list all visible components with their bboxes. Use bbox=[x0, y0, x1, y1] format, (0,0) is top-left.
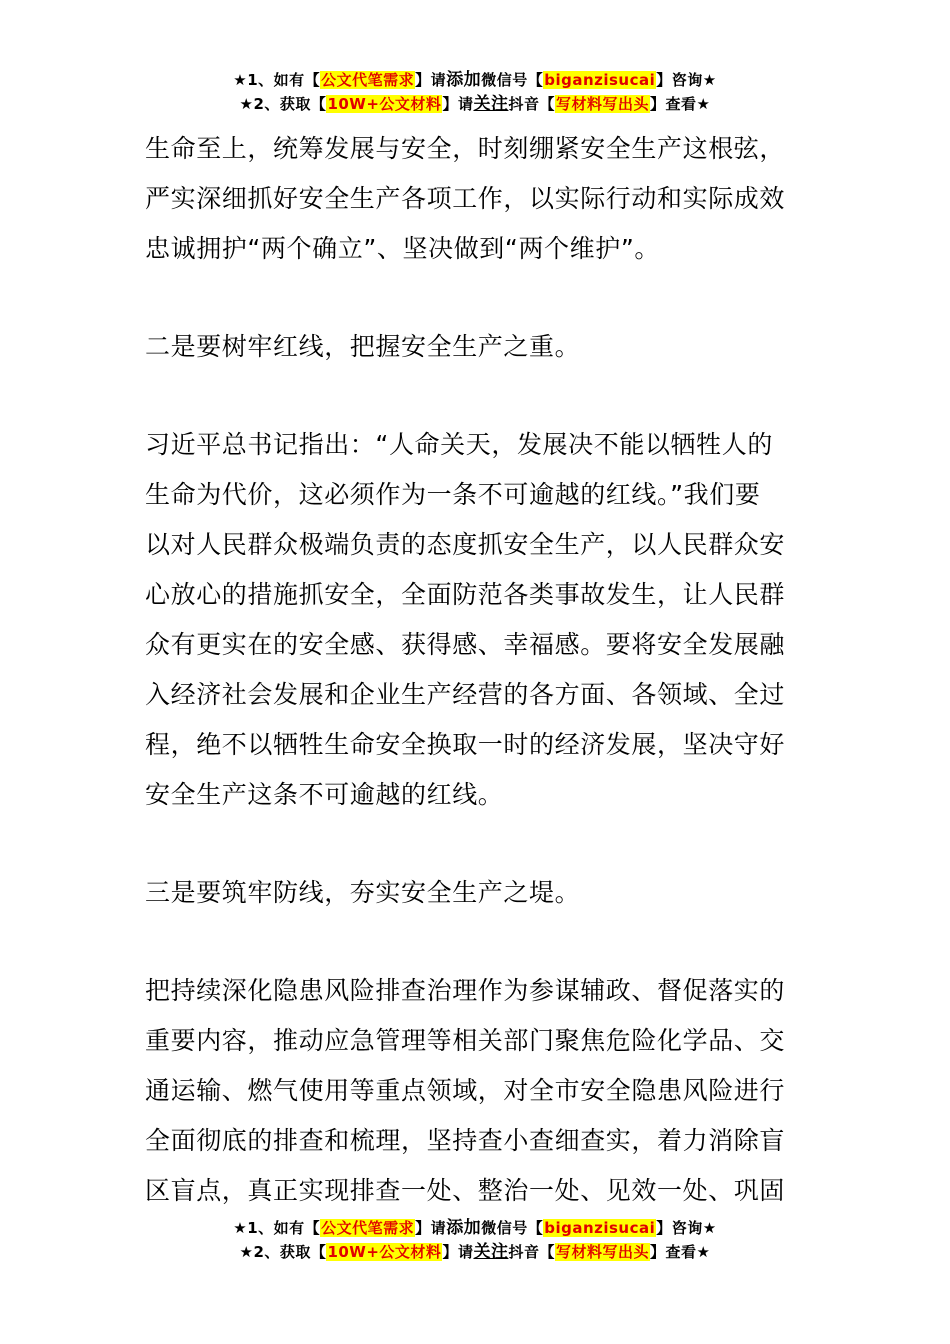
text-line: 忠诚拥护“两个确立”、坚决做到“两个维护”。 bbox=[145, 234, 661, 263]
banner-highlight: 10W+公文材料 bbox=[327, 1243, 442, 1261]
banner-text: ★2、获取【 bbox=[239, 95, 327, 113]
paragraph-gap bbox=[145, 372, 813, 420]
banner-line-1 bbox=[0, 1216, 950, 1240]
text-line: 三是要筑牢防线，夯实安全生产之堤。 bbox=[145, 878, 581, 907]
text-line: 区盲点，真正实现排查一处、整治一处、见效一处、巩固 bbox=[145, 1176, 786, 1205]
banner-text: 】请 bbox=[415, 1219, 447, 1237]
banner-text: ★1、如有【 bbox=[233, 1219, 321, 1237]
banner-text: 微信号【 bbox=[481, 71, 544, 89]
banner-text: 】咨询★ bbox=[656, 71, 717, 89]
banner-text: 】查看★ bbox=[649, 95, 711, 113]
text-line: 心放心的措施抓安全，全面防范各类事故发生，让人民群 bbox=[145, 580, 786, 609]
banner-highlight: 10W+公文材料 bbox=[327, 95, 442, 113]
banner-emphasis: 添加 bbox=[446, 70, 482, 90]
banner-line-2 bbox=[0, 1240, 950, 1264]
banner-text: 】咨询★ bbox=[656, 1219, 717, 1237]
text-line: 生命至上，统筹发展与安全，时刻绷紧安全生产这根弦， bbox=[145, 134, 786, 163]
text-line: 重要内容，推动应急管理等相关部门聚焦危险化学品、交 bbox=[145, 1026, 786, 1055]
banner-text: 微信号【 bbox=[481, 1219, 544, 1237]
banner-text: 】查看★ bbox=[649, 1243, 711, 1261]
text-line: 通运输、燃气使用等重点领域，对全市安全隐患风险进行 bbox=[145, 1076, 786, 1105]
text-line: 把持续深化隐患风险排查治理作为参谋辅政、督促落实的 bbox=[145, 976, 786, 1005]
banner-text: 抖音【 bbox=[508, 95, 555, 113]
text-line: 入经济社会发展和企业生产经营的各方面、各领域、全过 bbox=[145, 680, 786, 709]
text-line: 以对人民群众极端负责的态度抓安全生产，以人民群众安 bbox=[145, 530, 786, 559]
banner-text: ★2、获取【 bbox=[239, 1243, 327, 1261]
banner-text: 】请 bbox=[415, 71, 447, 89]
douyin-id-highlight: 写材料写出头 bbox=[555, 1243, 649, 1261]
text-line: 安全生产这条不可逾越的红线。 bbox=[145, 780, 504, 809]
douyin-id-highlight: 写材料写出头 bbox=[555, 95, 649, 113]
banner-highlight: 公文代笔需求 bbox=[321, 71, 415, 89]
paragraph-gap bbox=[145, 274, 813, 322]
banner-emphasis: 关注 bbox=[473, 1242, 509, 1262]
wechat-id-highlight: biganzisucai bbox=[544, 71, 656, 89]
text-line: 全面彻底的排查和梳理，坚持查小查细查实，着力消除盲 bbox=[145, 1126, 786, 1155]
paragraph-gap bbox=[145, 820, 813, 868]
banner-text: 抖音【 bbox=[508, 1243, 555, 1261]
text-line: 众有更实在的安全感、获得感、幸福感。要将安全发展融 bbox=[145, 630, 786, 659]
paragraph-gap bbox=[145, 918, 813, 966]
text-line: 生命为代价，这必须作为一条不可逾越的红线。”我们要 bbox=[145, 480, 761, 509]
banner-emphasis: 添加 bbox=[446, 1218, 482, 1238]
banner-emphasis: 关注 bbox=[473, 94, 509, 114]
banner-line-2 bbox=[0, 92, 950, 116]
text-line: 程，绝不以牺牲生命安全换取一时的经济发展，坚决守好 bbox=[145, 730, 786, 759]
text-line: 二是要树牢红线，把握安全生产之重。 bbox=[145, 332, 581, 361]
banner-text: 】请 bbox=[442, 1243, 474, 1261]
banner-text: ★1、如有【 bbox=[233, 71, 321, 89]
header-banner bbox=[0, 68, 950, 116]
footer-banner bbox=[0, 1216, 950, 1264]
text-line: 严实深细抓好安全生产各项工作，以实际行动和实际成效 bbox=[145, 184, 786, 213]
banner-text: 】请 bbox=[442, 95, 474, 113]
document-body bbox=[145, 124, 813, 1216]
text-line: 习近平总书记指出：“人命关天，发展决不能以牺牲人的 bbox=[145, 430, 773, 459]
banner-highlight: 公文代笔需求 bbox=[321, 1219, 415, 1237]
wechat-id-highlight: biganzisucai bbox=[544, 1219, 656, 1237]
banner-line-1 bbox=[0, 68, 950, 92]
